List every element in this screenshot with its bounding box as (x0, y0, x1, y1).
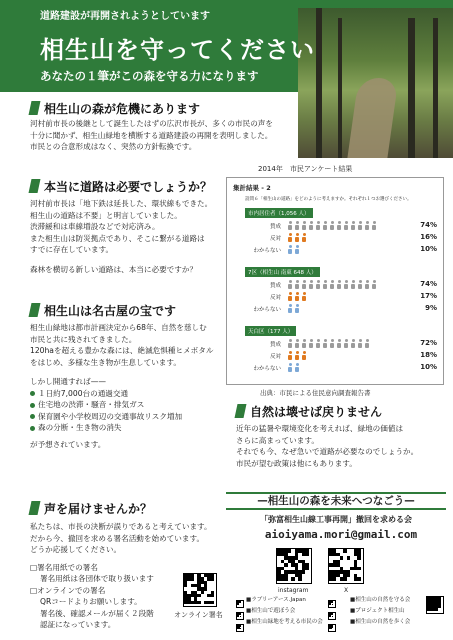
person-figure-icon (294, 221, 300, 230)
chart-data-label: 16% (420, 233, 437, 241)
instagram-label: instagram (278, 587, 309, 594)
social-link[interactable]: ■相生山で遊ぼう会 (246, 608, 296, 614)
person-figure-icon (329, 339, 335, 348)
person-figure-icon (329, 221, 335, 230)
chart-bar (247, 245, 417, 254)
banner-headline: —相生山の森を未来へつなごう— (226, 492, 446, 510)
chart-data-label: 72% (420, 339, 437, 347)
person-figure-icon (371, 221, 377, 230)
header-subheading: 道路建設が再開されようとしています (40, 11, 210, 22)
social-link[interactable]: ■プロジェクト相生山 (350, 608, 405, 614)
person-figure-icon (287, 292, 293, 301)
person-figure-icon (294, 245, 300, 254)
chart-row-label: 反対 (269, 295, 281, 301)
person-figure-icon (301, 280, 307, 289)
person-figure-icon (308, 339, 314, 348)
person-figure-icon (336, 339, 342, 348)
mini-qr-code[interactable] (236, 624, 244, 632)
person-figure-icon (357, 221, 363, 230)
chart-group-label: 市内居住者（1,056 人） (245, 208, 313, 218)
chart-source: 出典：市民による住民意向調査報告書 (260, 389, 371, 397)
person-figure-icon (364, 221, 370, 230)
page-title: 相生山を守ってください (40, 36, 315, 64)
person-figure-icon (336, 221, 342, 230)
mini-qr-code[interactable] (328, 600, 336, 608)
person-figure-icon (301, 351, 307, 360)
person-figure-icon (343, 221, 349, 230)
contact-email[interactable]: aioiyama.mori@gmail.com (264, 528, 418, 541)
person-figure-icon (343, 280, 349, 289)
person-figure-icon (301, 292, 307, 301)
social-links-left (246, 596, 356, 626)
chart-row-label: わからない (253, 248, 281, 254)
mini-qr-code[interactable] (236, 600, 244, 608)
chart-row-label: 賛成 (269, 342, 281, 348)
person-figure-icon (308, 221, 314, 230)
chart-row-label: わからない (253, 366, 281, 372)
person-figure-icon (329, 280, 335, 289)
mini-qr-code[interactable] (328, 612, 336, 620)
chart-data-label: 74% (420, 280, 437, 288)
chart-data-label: 18% (420, 351, 437, 359)
person-figure-icon (294, 233, 300, 242)
section-treasure-body: 相生山緑地は都市計画決定から68年、自然を慈しむ 市民と共に残されてきました。 120haを超える豊かな森には、絶滅危惧種ヒメボタル をはじめ、多様な生き物が生息しています。 しかし開通すれば—— １日約7,000台の通過交通 住宅地の渋滞・騒音・排気ガス 保育園や小学校周辺の交通事故リスク増加 森の分断・生き物の消失 が予想されています。 (30, 323, 214, 449)
social-link[interactable]: ■ラブリーアース.Japan (246, 597, 306, 603)
chart-bar (247, 221, 417, 230)
chart-bar (247, 280, 417, 289)
chart-row-label: 反対 (269, 354, 281, 360)
section-voice-body: 私たちは、市長の決断が誤りであると考えています。 だから今、撤回を求める署名活動を始めています。 どうか応援してください。 □署名用紙での署名 署名用紙は各団体で取り扱います □オンラインでの署名 QRコードよりお願いします。 署名後、確認メールが届く２段階 認証になっています。 (30, 522, 212, 629)
mini-qr-code[interactable] (328, 624, 336, 632)
person-figure-icon (315, 280, 321, 289)
person-figure-icon (287, 339, 293, 348)
section-crisis-heading: 相生山の森が危機にあります (30, 100, 200, 117)
person-figure-icon (287, 351, 293, 360)
tagline: あなたの１筆がこの森を守る力になります (40, 69, 259, 83)
chart-bar (247, 351, 417, 360)
person-figure-icon (350, 221, 356, 230)
chart-caption: 2014年 市民アンケート結果 (258, 165, 353, 173)
chart-data-label: 10% (420, 363, 437, 371)
person-figure-icon (364, 280, 370, 289)
person-figure-icon (301, 233, 307, 242)
chart-data-label: 10% (420, 245, 437, 253)
chart-bar (247, 304, 417, 313)
person-figure-icon (287, 304, 293, 313)
person-figure-icon (301, 221, 307, 230)
person-figure-icon (294, 363, 300, 372)
section-need-heading: 本当に道路は必要でしょうか？ (30, 178, 212, 195)
person-figure-icon (350, 280, 356, 289)
person-figure-icon (294, 292, 300, 301)
person-figure-icon (322, 280, 328, 289)
chart-row-label: 賛成 (269, 283, 281, 289)
mini-qr-code[interactable] (426, 596, 444, 614)
person-figure-icon (294, 339, 300, 348)
qr-caption: オンライン署名 (174, 611, 223, 619)
chart-row-label: 賛成 (269, 224, 281, 230)
social-link[interactable]: ■相生山の自然を守る会 (350, 597, 411, 603)
person-figure-icon (350, 339, 356, 348)
person-figure-icon (287, 221, 293, 230)
chart-title: 集計結果 - 2 (233, 184, 271, 192)
chart-bar (247, 363, 417, 372)
person-figure-icon (287, 280, 293, 289)
chart-group-label: 7区（相生山 南東 648 人） (245, 267, 320, 277)
person-figure-icon (315, 339, 321, 348)
person-figure-icon (364, 339, 370, 348)
survey-chart (226, 177, 444, 385)
person-figure-icon (294, 351, 300, 360)
chart-bar (247, 292, 417, 301)
chart-row-label: 反対 (269, 236, 281, 242)
chart-group-label: 天白区（177 人） (245, 326, 296, 336)
person-figure-icon (287, 245, 293, 254)
section-nature-body: 近年の猛暑や環境変化を考えれば、緑地の価値は さらに高まっています。 それでも今、なぜ急いで道路が必要なのでしょうか。 市民が望む政策は他にもあります。 (236, 424, 419, 468)
section-voice-heading: 声を届けませんか？ (30, 500, 152, 517)
chart-question: 設問６「相生山の道路」をどのように考えますか。それぞれ１つお選びください。 (245, 197, 412, 202)
chart-data-label: 74% (420, 221, 437, 229)
person-figure-icon (287, 363, 293, 372)
person-figure-icon (315, 221, 321, 230)
x-label: X (344, 587, 349, 594)
chart-bar (247, 339, 417, 348)
signature-qr-code[interactable] (183, 573, 217, 607)
mini-qr-code[interactable] (236, 612, 244, 620)
person-figure-icon (301, 339, 307, 348)
social-link[interactable]: ■相生山緑地を考える市民の会 (246, 619, 323, 625)
chart-bar (247, 233, 417, 242)
person-figure-icon (322, 339, 328, 348)
chart-data-label: 9% (425, 304, 437, 312)
section-crisis-body: 河村前市長の後継として誕生したはずの広沢市長が、多くの市民の声を 十分に聞かず、相生山緑地を横断する道路建設の再開を表明しました。 市民との合意形成はなく、突然の方針転換です。 (30, 119, 273, 151)
person-figure-icon (357, 280, 363, 289)
person-figure-icon (371, 280, 377, 289)
person-figure-icon (357, 339, 363, 348)
social-link[interactable]: ■相生山の自然を歩く会 (350, 619, 411, 625)
org-name: 「弥富相生山線工事再開」撤回を求める会 (260, 515, 412, 524)
person-figure-icon (322, 221, 328, 230)
person-figure-icon (294, 304, 300, 313)
chart-data-label: 17% (420, 292, 437, 300)
person-figure-icon (287, 233, 293, 242)
section-need-body: 河村前市長は「地下鉄は延長した、環状線もできた。 相生山の道路は不要」と明言していました。 渋滞緩和は車線増設などで対応済み。 また相生山は防災拠点であり、そこに繋がる道路は すでに存在しています。 森林を横切る新しい道路は、本当に必要ですか？ (30, 199, 213, 274)
forest-photo (298, 8, 453, 158)
chart-row-label: わからない (253, 307, 281, 313)
x-qr-code[interactable] (328, 548, 364, 584)
social-links-right (350, 596, 420, 626)
person-figure-icon (343, 339, 349, 348)
section-treasure-heading: 相生山は名古屋の宝です (30, 302, 176, 319)
person-figure-icon (336, 280, 342, 289)
person-figure-icon (308, 280, 314, 289)
instagram-qr-code[interactable] (276, 548, 312, 584)
section-nature-heading: 自然は壊せば戻りません (236, 403, 382, 420)
person-figure-icon (294, 280, 300, 289)
